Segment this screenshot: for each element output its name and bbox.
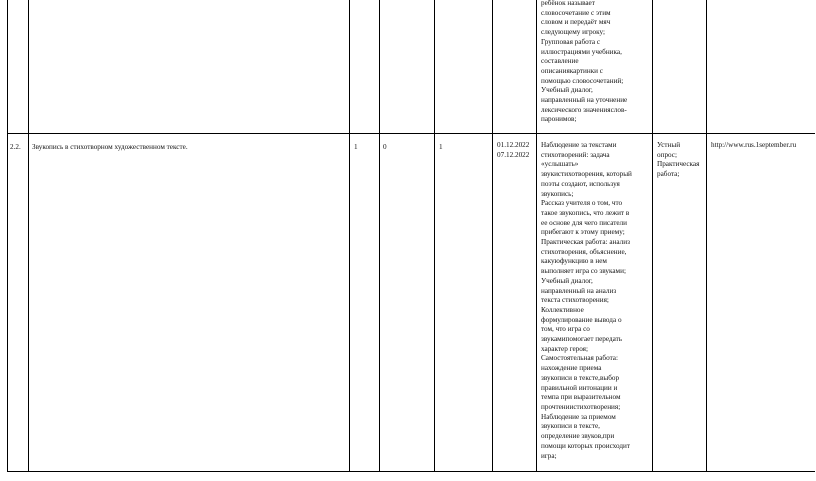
activity-line: Рассказ учителя о том, что <box>541 199 623 208</box>
activity-line: стихотворения, объяснение, <box>541 247 627 256</box>
study-date-start: 01.12.2022 <box>497 141 530 149</box>
activity-line: «услышать» <box>541 160 579 169</box>
activity-line: помощи которых происходит <box>541 441 631 450</box>
activity-line: направленный на уточнение <box>541 96 628 105</box>
activity-line: ребёнок называет <box>541 0 595 7</box>
activity-line: характер героя; <box>541 344 588 353</box>
activity-line: игра; <box>541 451 557 460</box>
column-divider <box>652 0 653 472</box>
activity-line: звукистихотворения, который <box>541 170 632 179</box>
study-date-end: 07.12.2022 <box>497 150 530 159</box>
activity-line: выполняет игра со звуками; <box>541 267 626 276</box>
hours-tests: 0 <box>383 143 387 151</box>
control-form-line: работа; <box>657 170 680 179</box>
column-divider <box>28 0 29 472</box>
activity-line: составление <box>541 57 579 66</box>
lesson-plan-table <box>7 0 815 472</box>
activity-line: Учебный диалог, <box>541 276 593 285</box>
activity-line: ее основе для чего писатели <box>541 218 627 227</box>
activity-line: Наблюдение за текстами <box>541 141 617 149</box>
control-form-line: Устный <box>657 141 681 149</box>
activity-line: словосочетание с этим <box>541 8 611 17</box>
lesson-topic: Звукопись в стихотворном художественном тексте. <box>32 143 188 151</box>
activity-line: текста стихотворения; <box>541 296 609 305</box>
activity-line: формулирование вывода о <box>541 315 622 324</box>
column-divider <box>706 0 707 472</box>
activity-line: паронимов; <box>541 115 577 124</box>
row-divider <box>7 133 815 134</box>
table-border-bottom <box>7 471 815 472</box>
activity-line: темпа при выразительном <box>541 393 621 402</box>
activity-line: Учебный диалог, <box>541 86 593 95</box>
activity-line: помощью словосочетаний; <box>541 76 624 85</box>
column-divider <box>379 0 380 472</box>
control-form-line: опрос; <box>657 150 677 159</box>
column-divider <box>492 0 493 472</box>
activity-line: поэты создают, используя <box>541 179 620 188</box>
activity-line: такое звукопись, что лежит в <box>541 208 630 217</box>
hours-practice: 1 <box>439 143 443 151</box>
activity-line: иллюстрациями учебника, <box>541 47 622 56</box>
activity-line: том, что игра со <box>541 325 590 334</box>
activity-line: словом и передаёт мяч <box>541 18 611 27</box>
activity-line: Самостоятельная работа: <box>541 354 618 363</box>
activity-line: стихотворений: задача <box>541 150 610 159</box>
activity-line: правильной интонации и <box>541 383 618 392</box>
activity-line: Наблюдение за приемом <box>541 412 616 421</box>
activity-line: лексического значенияслов- <box>541 105 627 114</box>
activity-line: следующему игроку; <box>541 28 606 37</box>
activity-line: прочтениистихотворения; <box>541 402 621 411</box>
activity-line: Практическая работа: анализ <box>541 238 630 247</box>
activity-line: Коллективное <box>541 305 584 314</box>
activity-line: звукопись; <box>541 189 574 198</box>
study-dates-cell <box>497 141 529 160</box>
activity-line: Групповая работа с <box>541 37 601 46</box>
row-number: 2.2. <box>10 143 21 151</box>
prev-row-activities-cell <box>541 0 651 125</box>
table-border-left <box>7 0 8 472</box>
activity-line: определение звуков,при <box>541 432 615 441</box>
activity-line: описаниякартинки с <box>541 66 603 75</box>
activity-line: направленный на анализ <box>541 286 617 295</box>
column-divider <box>434 0 435 472</box>
control-form-cell <box>657 141 705 180</box>
activity-line: прибегают к этому приему; <box>541 228 625 237</box>
control-form-line: Практическая <box>657 160 700 169</box>
column-divider <box>349 0 350 472</box>
activity-line: звукамипомогает передать <box>541 335 623 344</box>
activity-line: звукописи в тексте, <box>541 422 600 431</box>
activities-cell <box>541 141 651 461</box>
activity-line: какуюфункцию в нем <box>541 257 607 266</box>
activity-line: звукописи в тексте,выбор <box>541 373 620 382</box>
hours-total: 1 <box>354 143 358 151</box>
column-divider <box>536 0 537 472</box>
resource-link[interactable]: http://www.rus.1september.ru <box>711 141 797 149</box>
activity-line: нахождение приема <box>541 364 602 373</box>
